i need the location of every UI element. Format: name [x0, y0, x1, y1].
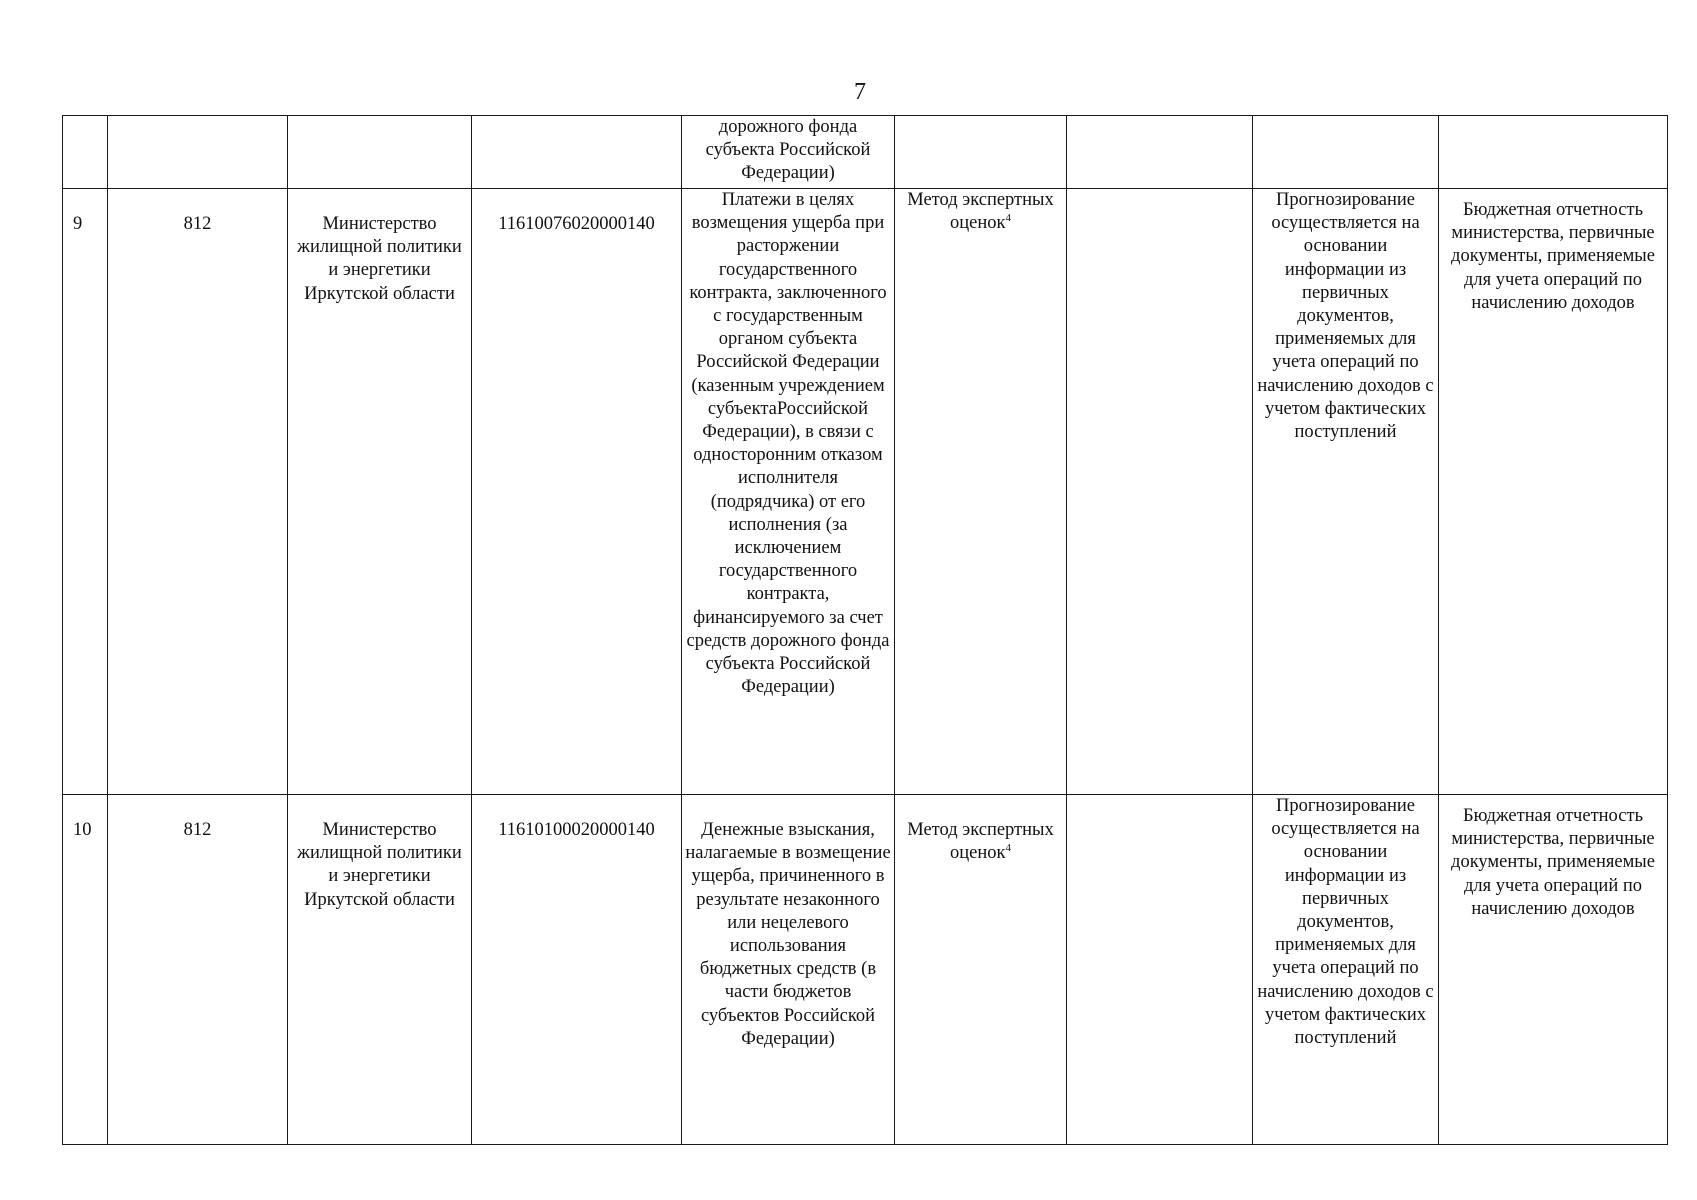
cell-method: [895, 795, 1067, 1145]
cell-formula: [1067, 116, 1253, 189]
cell-administrator: Министерство жилищной политики и энергетики Иркутской области: [288, 795, 472, 1145]
footnote-ref: 4: [1005, 212, 1011, 225]
cell-method: [895, 189, 1067, 795]
cell-kbk: [472, 116, 682, 189]
cell-kbk: 11610076020000140: [472, 189, 682, 795]
cell-source: [1439, 116, 1668, 189]
cell-administrator: Министерство жилищной политики и энергетики Иркутской области: [288, 189, 472, 795]
cell-num: [63, 116, 108, 189]
cell-code: 812: [108, 189, 288, 795]
cell-method: [895, 116, 1067, 189]
footnote-ref: 4: [1005, 842, 1011, 855]
table-row: [63, 189, 1668, 795]
cell-description: дорожного фонда субъекта Российской Федерации): [682, 116, 895, 189]
page-number: 7: [854, 79, 866, 105]
cell-source: Бюджетная отчетность министерства, первичные документы, применяемые для учета операций по начислению доходов: [1439, 189, 1668, 795]
cell-source: Бюджетная отчетность министерства, первичные документы, применяемые для учета операций по начислению доходов: [1439, 795, 1668, 1145]
cell-description: Денежные взыскания, налагаемые в возмещение ущерба, причиненного в результате незаконного или нецелевого использования бюджетных средств (в части бюджетов субъектов Российской Федерации): [682, 795, 895, 1145]
income-forecast-table: [62, 115, 1668, 1145]
table-row: [63, 795, 1668, 1145]
method-text: Метод экспертных оценок: [907, 820, 1054, 864]
cell-formula: [1067, 795, 1253, 1145]
table-row-continued: [63, 116, 1668, 189]
cell-num: 9: [63, 189, 108, 795]
cell-algorithm: Прогнозирование осуществляется на основании информации из первичных документов, применяемых для учета операций по начислению доходов с учетом фактических поступлений: [1253, 189, 1439, 795]
cell-num: 10: [63, 795, 108, 1145]
cell-code: 812: [108, 795, 288, 1145]
cell-algorithm: [1253, 116, 1439, 189]
method-text: Метод экспертных оценок: [907, 190, 1054, 234]
cell-formula: [1067, 189, 1253, 795]
cell-description: Платежи в целях возмещения ущерба при расторжении государственного контракта, заключенного с государственным органом субъекта Российской Федерации (казенным учреждением субъектаРоссийской Федерации), в связи с односторонним отказом исполнителя (подрядчика) от его исполнения (за исключением государственного контракта, финансируемого за счет средств дорожного фонда субъекта Российской Федерации): [682, 189, 895, 795]
cell-code: [108, 116, 288, 189]
cell-administrator: [288, 116, 472, 189]
cell-kbk: 11610100020000140: [472, 795, 682, 1145]
cell-algorithm: Прогнозирование осуществляется на основании информации из первичных документов, применяемых для учета операций по начислению доходов с учетом фактических поступлений: [1253, 795, 1439, 1145]
